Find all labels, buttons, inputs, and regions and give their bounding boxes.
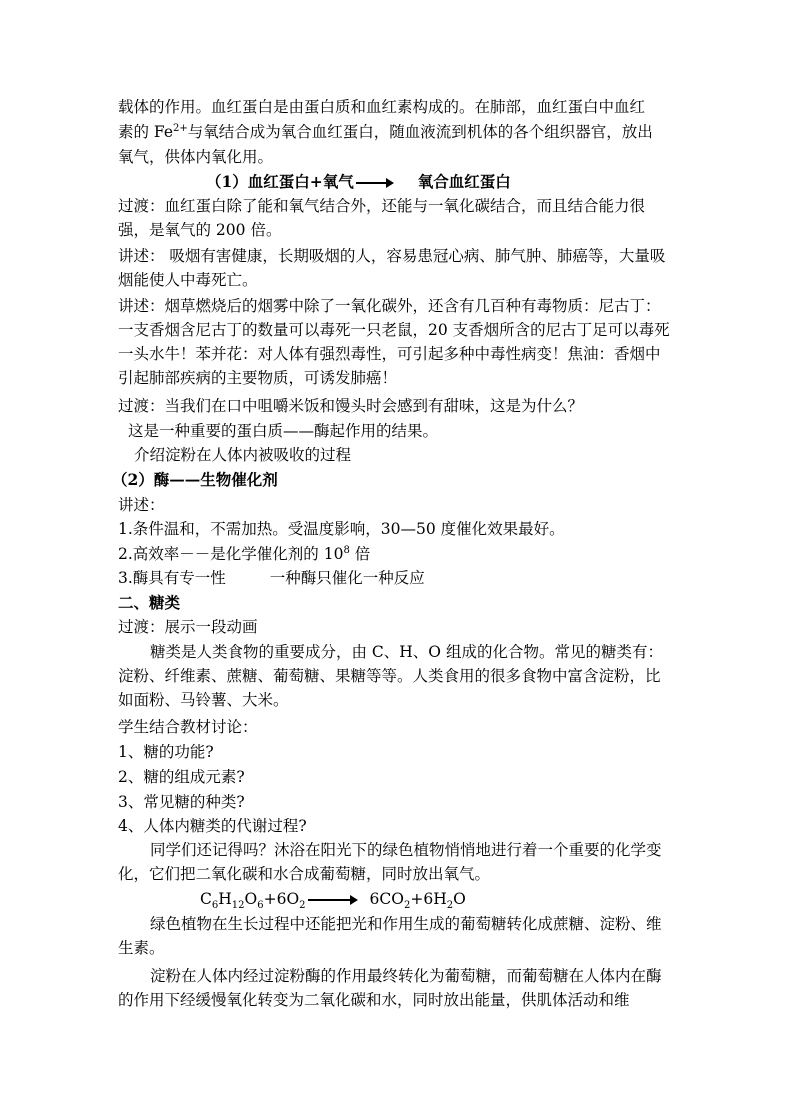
arrow-icon [308, 899, 356, 901]
reaction-left: （1）血红蛋白+氧气 [206, 172, 354, 191]
paragraph-line: 载体的作用。血红蛋白是由蛋白质和血红素构成的。在肺部，血红蛋白中血红 [118, 98, 646, 116]
paragraph-line: 过渡：当我们在口中咀嚼米饭和馒头时会感到有甜味，这是为什么？ [118, 397, 584, 415]
paragraph-line [118, 121, 678, 143]
text-span: 素的 Fe [118, 123, 174, 141]
arrow-icon [356, 182, 392, 184]
paragraph-line: 介绍淀粉在人体内被吸收的过程 [134, 446, 352, 464]
discussion-question: 1、糖的功能? [118, 743, 214, 761]
paragraph-smoking: 讲述： 吸烟有害健康，长期吸烟的人，容易患冠心病、肺气肿、肺癌等，大量吸烟能使人中毒死亡。 [118, 247, 666, 289]
text-span: 与氧结合成为氧合血红蛋白，随血液流到机体的各个组织器官，放出 [187, 123, 653, 141]
discussion-question: 2、糖的组成元素? [118, 768, 245, 786]
paragraph-plant-growth: 绿色植物在生长过程中还能把光和作用生成的葡萄糖转化成蔗糖、淀粉、维生素。 [118, 915, 662, 957]
heading-hemoglobin-reaction [206, 171, 766, 193]
paragraph-sugars: 糖类是人类食物的重要成分，由 C、H、O 组成的化合物。常见的糖类有：淀粉、纤维素、蔗糖、葡萄糖、果糖等等。人类食用的很多食物中富含淀粉，比如面粉、马铃薯、大米。 [118, 643, 663, 709]
text-span: 倍 [349, 545, 371, 563]
text-span: 2.高效率－－是化学催化剂的 10 [118, 545, 344, 563]
superscript: 8 [343, 544, 350, 556]
paragraph-line: 氧气，供体内氧化用。 [118, 148, 274, 166]
list-item: 1.条件温和，不需加热。受温度影响，30—50 度催化效果最好。 [118, 520, 565, 538]
paragraph-line: 讲述： [118, 496, 165, 514]
heading-enzyme: （2）酶——生物催化剂 [112, 470, 278, 489]
list-item [118, 543, 678, 565]
discussion-question: 3、常见糖的种类? [118, 793, 245, 811]
paragraph-transition-co: 过渡：血红蛋白除了能和氧气结合外，还能与一氧化碳结合，而且结合能力很强，是氧气的 200 倍。 [118, 197, 646, 239]
text-span: 一种酶只催化一种反应 [269, 569, 425, 587]
paragraph-line: 学生结合教材讨论： [118, 718, 258, 736]
reaction-right: 氧合血红蛋白 [417, 172, 511, 191]
paragraph-smoke-toxins: 讲述：烟草燃烧后的烟雾中除了一氧化碳外，还含有几百种有毒物质：尼古丁：一支香烟含尼古丁的数量可以毒死一只老鼠，20 支香烟所含的尼古丁足可以毒死一头水牛！苯并花：对人体有强烈毒性，可引起多种中毒性病变！焦油：香烟中引起肺部疾病的主要物质，可诱发肺癌！ [118, 297, 670, 387]
paragraph-photosynthesis: 同学们还记得吗？沐浴在阳光下的绿色植物悄悄地进行着一个重要的化学变化，它们把二氧化碳和水合成葡萄糖，同时放出氧气。 [118, 841, 662, 883]
paragraph-line: 过渡：展示一段动画 [118, 618, 258, 636]
paragraph-starch-metabolism: 淀粉在人体内经过淀粉酶的作用最终转化为葡萄糖，而葡萄糖在人体内在酶的作用下经缓慢氧化转变为二氧化碳和水，同时放出能量，供肌体活动和维 [118, 967, 662, 1009]
list-item [118, 567, 678, 589]
paragraph-line: 这是一种重要的蛋白质——酶起作用的结果。 [128, 422, 439, 440]
heading-carbohydrates: 二、糖类 [118, 593, 181, 612]
superscript: 2+ [173, 122, 188, 134]
text-span: 3.酶具有专一性 [118, 569, 226, 587]
chemical-equation: $C_6H_{12}O_6+6O_2$ $6CO_2+6H_2O$ [200, 890, 466, 912]
discussion-question: 4、人体内糖类的代谢过程? [118, 817, 307, 835]
